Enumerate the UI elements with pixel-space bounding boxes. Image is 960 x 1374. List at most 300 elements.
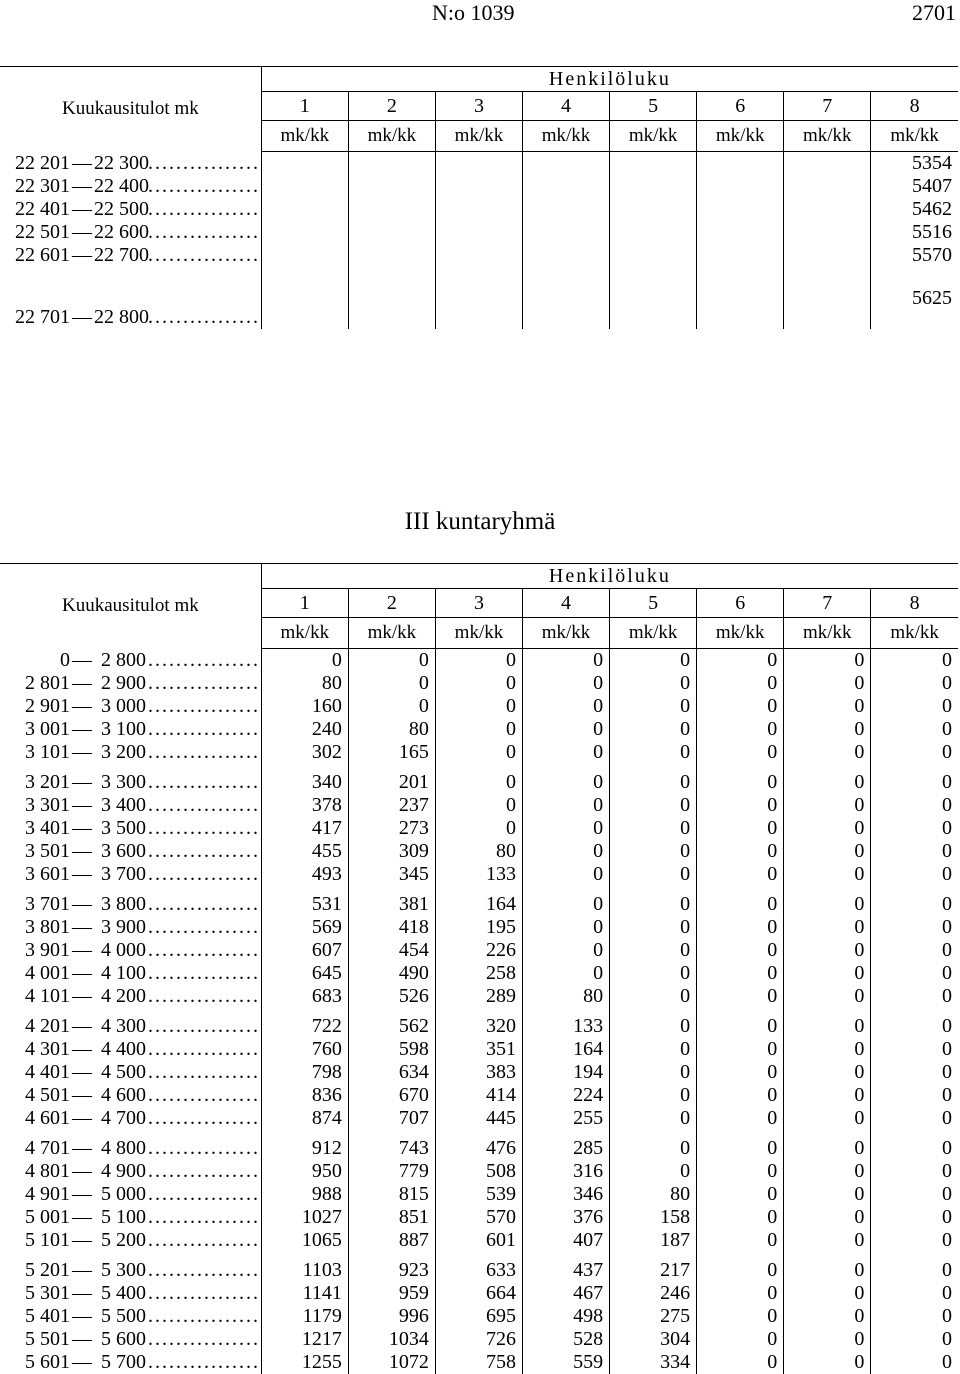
cell-value: 187 — [610, 1229, 697, 1252]
cell-value: 0 — [697, 1038, 784, 1061]
cell-value: 0 — [871, 1252, 958, 1282]
cell-value: 0 — [871, 985, 958, 1008]
range-from: 4 501 — [25, 1084, 70, 1106]
column-number: 1 — [261, 92, 348, 121]
cell-value: 0 — [610, 764, 697, 794]
column-unit: mk/kk — [261, 618, 348, 649]
cell-value — [348, 221, 435, 244]
range-to: 2 900 — [101, 672, 146, 694]
cell-value: 1141 — [261, 1282, 348, 1305]
cell-value: 334 — [610, 1351, 697, 1374]
cell-value: 0 — [784, 1084, 871, 1107]
income-range: 22 301 — 22 400 ..... — [0, 175, 261, 198]
table-row — [0, 1305, 958, 1328]
cell-value — [697, 175, 784, 198]
cell-value: 0 — [697, 1252, 784, 1282]
table-row — [0, 1282, 958, 1305]
cell-value: 445 — [435, 1107, 522, 1130]
cell-value: 5354 — [871, 152, 958, 176]
cell-value: 0 — [435, 718, 522, 741]
cell-value: 569 — [261, 916, 348, 939]
income-range: 4 001 — 4 100 ..... — [0, 962, 261, 985]
cell-value: 0 — [784, 863, 871, 886]
cell-value: 0 — [784, 718, 871, 741]
cell-value: 0 — [784, 1160, 871, 1183]
income-range: 22 701 — 22 800 ..... — [0, 267, 261, 329]
column-unit: mk/kk — [523, 121, 610, 152]
income-range: 3 101 — 3 200 ..... — [0, 741, 261, 764]
cell-value: 351 — [435, 1038, 522, 1061]
range-to: 22 300 — [94, 152, 149, 174]
range-from: 5 501 — [25, 1328, 70, 1350]
income-range: 5 601 — 5 700 ..... — [0, 1351, 261, 1374]
cell-value: 0 — [523, 886, 610, 916]
cell-value: 683 — [261, 985, 348, 1008]
cell-value — [435, 267, 522, 329]
cell-value: 874 — [261, 1107, 348, 1130]
cell-value: 0 — [348, 695, 435, 718]
column-unit: mk/kk — [610, 618, 697, 649]
cell-value: 164 — [435, 886, 522, 916]
cell-value: 0 — [610, 695, 697, 718]
cell-value — [261, 267, 348, 329]
income-range: 5 301 — 5 400 ..... — [0, 1282, 261, 1305]
column-unit: mk/kk — [784, 618, 871, 649]
cell-value: 959 — [348, 1282, 435, 1305]
cell-value: 258 — [435, 962, 522, 985]
cell-value: 0 — [871, 1229, 958, 1252]
income-range: 22 401 — 22 500 ..... — [0, 198, 261, 221]
table-row — [0, 741, 958, 764]
cell-value: 289 — [435, 985, 522, 1008]
cell-value — [784, 198, 871, 221]
cell-value: 133 — [523, 1008, 610, 1038]
range-from: 4 301 — [25, 1038, 70, 1060]
cell-value: 0 — [697, 695, 784, 718]
range-to: 3 200 — [101, 741, 146, 763]
group-header: Henkilöluku — [261, 564, 958, 589]
cell-value: 0 — [784, 840, 871, 863]
income-range: 4 201 — 4 300 ..... — [0, 1008, 261, 1038]
income-range: 0 — 2 800 ..... — [0, 649, 261, 673]
range-to: 5 300 — [101, 1259, 146, 1281]
cell-value: 0 — [610, 985, 697, 1008]
cell-value: 607 — [261, 939, 348, 962]
table-row — [0, 764, 958, 794]
income-range: 3 501 — 3 600 ..... — [0, 840, 261, 863]
cell-value — [610, 198, 697, 221]
row-header-label: Kuukausitulot mk — [0, 564, 261, 649]
cell-value: 0 — [871, 1305, 958, 1328]
cell-value: 0 — [435, 649, 522, 673]
cell-value: 0 — [871, 741, 958, 764]
cell-value — [784, 152, 871, 176]
cell-value: 645 — [261, 962, 348, 985]
column-unit: mk/kk — [871, 121, 958, 152]
cell-value: 0 — [871, 1130, 958, 1160]
cell-value: 0 — [784, 649, 871, 673]
cell-value: 5516 — [871, 221, 958, 244]
range-from: 3 201 — [25, 771, 70, 793]
income-range: 3 801 — 3 900 ..... — [0, 916, 261, 939]
cell-value: 0 — [784, 1107, 871, 1130]
table-row — [0, 1107, 958, 1130]
cell-value — [348, 152, 435, 176]
table-row — [0, 175, 958, 198]
cell-value: 722 — [261, 1008, 348, 1038]
cell-value: 0 — [784, 794, 871, 817]
column-unit: mk/kk — [871, 618, 958, 649]
column-number: 6 — [697, 589, 784, 618]
cell-value: 0 — [871, 962, 958, 985]
table-row — [0, 649, 958, 673]
cell-value: 950 — [261, 1160, 348, 1183]
cell-value: 0 — [784, 1229, 871, 1252]
cell-value: 0 — [784, 1008, 871, 1038]
income-range: 4 501 — 4 600 ..... — [0, 1084, 261, 1107]
range-from: 3 001 — [25, 718, 70, 740]
income-range: 2 901 — 3 000 ..... — [0, 695, 261, 718]
cell-value: 0 — [697, 1061, 784, 1084]
cell-value: 455 — [261, 840, 348, 863]
cell-value: 0 — [610, 1160, 697, 1183]
page-number: 2701 — [912, 0, 956, 25]
cell-value: 707 — [348, 1107, 435, 1130]
cell-value: 0 — [697, 1183, 784, 1206]
range-from: 0 — [60, 649, 70, 671]
income-range: 3 601 — 3 700 ..... — [0, 863, 261, 886]
cell-value: 0 — [523, 695, 610, 718]
range-to: 3 900 — [101, 916, 146, 938]
cell-value: 0 — [784, 1206, 871, 1229]
cell-value: 0 — [784, 764, 871, 794]
cell-value: 418 — [348, 916, 435, 939]
range-to: 4 400 — [101, 1038, 146, 1060]
cell-value: 0 — [784, 817, 871, 840]
table-row — [0, 1008, 958, 1038]
table-row — [0, 267, 958, 329]
cell-value: 0 — [610, 863, 697, 886]
cell-value — [610, 267, 697, 329]
table-row — [0, 985, 958, 1008]
cell-value: 0 — [610, 939, 697, 962]
income-range: 3 901 — 4 000 ..... — [0, 939, 261, 962]
cell-value: 0 — [697, 1229, 784, 1252]
column-unit: mk/kk — [697, 618, 784, 649]
cell-value: 923 — [348, 1252, 435, 1282]
cell-value — [523, 198, 610, 221]
cell-value: 0 — [610, 1084, 697, 1107]
cell-value: 836 — [261, 1084, 348, 1107]
cell-value: 0 — [697, 1328, 784, 1351]
income-range: 3 301 — 3 400 ..... — [0, 794, 261, 817]
cell-value: 0 — [523, 794, 610, 817]
income-range: 4 301 — 4 400 ..... — [0, 1038, 261, 1061]
range-to: 4 800 — [101, 1137, 146, 1159]
cell-value — [261, 152, 348, 176]
cell-value: 0 — [523, 817, 610, 840]
income-range: 4 401 — 4 500 ..... — [0, 1061, 261, 1084]
cell-value — [697, 221, 784, 244]
range-to: 4 100 — [101, 962, 146, 984]
cell-value: 5462 — [871, 198, 958, 221]
column-unit: mk/kk — [610, 121, 697, 152]
range-to: 3 600 — [101, 840, 146, 862]
cell-value: 0 — [784, 916, 871, 939]
cell-value: 0 — [435, 817, 522, 840]
range-from: 5 101 — [25, 1229, 70, 1251]
table-row — [0, 1229, 958, 1252]
cell-value: 634 — [348, 1061, 435, 1084]
cell-value: 0 — [784, 1305, 871, 1328]
cell-value: 0 — [610, 741, 697, 764]
table-row — [0, 1183, 958, 1206]
cell-value: 417 — [261, 817, 348, 840]
cell-value — [784, 267, 871, 329]
cell-value: 345 — [348, 863, 435, 886]
range-from: 22 301 — [15, 175, 70, 197]
table-row — [0, 1351, 958, 1374]
table-row — [0, 198, 958, 221]
cell-value: 0 — [435, 741, 522, 764]
cell-value — [435, 221, 522, 244]
page-header — [0, 0, 960, 30]
cell-value: 0 — [697, 886, 784, 916]
cell-value: 226 — [435, 939, 522, 962]
cell-value — [523, 267, 610, 329]
cell-value: 0 — [871, 1282, 958, 1305]
range-to: 3 800 — [101, 893, 146, 915]
range-to: 3 000 — [101, 695, 146, 717]
range-to: 4 000 — [101, 939, 146, 961]
income-range: 22 601 — 22 700 ..... — [0, 244, 261, 267]
cell-value — [610, 175, 697, 198]
cell-value: 0 — [523, 840, 610, 863]
cell-value: 887 — [348, 1229, 435, 1252]
table-row — [0, 221, 958, 244]
cell-value: 0 — [784, 1282, 871, 1305]
income-range: 5 501 — 5 600 ..... — [0, 1328, 261, 1351]
cell-value: 0 — [871, 718, 958, 741]
column-unit: mk/kk — [697, 121, 784, 152]
cell-value: 158 — [610, 1206, 697, 1229]
cell-value: 0 — [523, 672, 610, 695]
cell-value: 815 — [348, 1183, 435, 1206]
range-to: 4 700 — [101, 1107, 146, 1129]
cell-value — [610, 152, 697, 176]
table-row — [0, 695, 958, 718]
range-to: 3 100 — [101, 718, 146, 740]
cell-value: 0 — [610, 794, 697, 817]
income-range: 22 201 — 22 300 ..... — [0, 152, 261, 176]
cell-value: 275 — [610, 1305, 697, 1328]
column-unit: mk/kk — [523, 618, 610, 649]
column-number: 5 — [610, 589, 697, 618]
table-row — [0, 718, 958, 741]
cell-value: 0 — [784, 1252, 871, 1282]
cell-value: 0 — [697, 985, 784, 1008]
cell-value: 0 — [610, 817, 697, 840]
table-row — [0, 1084, 958, 1107]
cell-value: 0 — [697, 939, 784, 962]
cell-value: 454 — [348, 939, 435, 962]
cell-value: 381 — [348, 886, 435, 916]
range-from: 3 101 — [25, 741, 70, 763]
column-number: 1 — [261, 589, 348, 618]
cell-value — [610, 244, 697, 267]
column-unit: mk/kk — [348, 121, 435, 152]
cell-value: 5625 — [871, 267, 958, 329]
range-from: 5 301 — [25, 1282, 70, 1304]
cell-value: 988 — [261, 1183, 348, 1206]
cell-value — [261, 244, 348, 267]
cell-value: 539 — [435, 1183, 522, 1206]
range-from: 4 001 — [25, 962, 70, 984]
range-from: 4 101 — [25, 985, 70, 1007]
income-range: 3 201 — 3 300 ..... — [0, 764, 261, 794]
cell-value: 0 — [871, 794, 958, 817]
column-number: 2 — [348, 589, 435, 618]
table-row — [0, 672, 958, 695]
cell-value: 0 — [697, 1351, 784, 1374]
range-to: 5 600 — [101, 1328, 146, 1350]
range-from: 22 201 — [15, 152, 70, 174]
cell-value: 201 — [348, 764, 435, 794]
cell-value: 670 — [348, 1084, 435, 1107]
cell-value: 309 — [348, 840, 435, 863]
cell-value: 726 — [435, 1328, 522, 1351]
cell-value: 493 — [261, 863, 348, 886]
cell-value: 0 — [784, 939, 871, 962]
table-row — [0, 1252, 958, 1282]
cell-value: 414 — [435, 1084, 522, 1107]
cell-value: 0 — [784, 1061, 871, 1084]
cell-value: 320 — [435, 1008, 522, 1038]
cell-value: 0 — [871, 1107, 958, 1130]
cell-value: 164 — [523, 1038, 610, 1061]
cell-value: 779 — [348, 1160, 435, 1183]
cell-value: 273 — [348, 817, 435, 840]
cell-value: 0 — [610, 1130, 697, 1160]
cell-value: 0 — [435, 695, 522, 718]
cell-value: 246 — [610, 1282, 697, 1305]
table-row — [0, 244, 958, 267]
cell-value: 633 — [435, 1252, 522, 1282]
cell-value: 0 — [610, 718, 697, 741]
cell-value: 0 — [610, 1008, 697, 1038]
cell-value — [784, 175, 871, 198]
range-from: 3 901 — [25, 939, 70, 961]
cell-value — [435, 152, 522, 176]
income-range: 5 401 — 5 500 ..... — [0, 1305, 261, 1328]
income-range: 4 901 — 5 000 ..... — [0, 1183, 261, 1206]
cell-value: 598 — [348, 1038, 435, 1061]
column-number: 5 — [610, 92, 697, 121]
statute-number: N:o 1039 — [432, 0, 515, 25]
cell-value: 0 — [610, 886, 697, 916]
income-range: 3 001 — 3 100 ..... — [0, 718, 261, 741]
income-range: 5 101 — 5 200 ..... — [0, 1229, 261, 1252]
cell-value: 0 — [523, 939, 610, 962]
range-from: 5 201 — [25, 1259, 70, 1281]
cell-value: 0 — [871, 1084, 958, 1107]
cell-value: 0 — [697, 718, 784, 741]
cell-value: 0 — [697, 1305, 784, 1328]
cell-value: 0 — [871, 863, 958, 886]
table-row — [0, 794, 958, 817]
cell-value — [435, 244, 522, 267]
cell-value: 0 — [697, 916, 784, 939]
cell-value: 407 — [523, 1229, 610, 1252]
column-number: 7 — [784, 92, 871, 121]
income-range: 4 101 — 4 200 ..... — [0, 985, 261, 1008]
column-number: 6 — [697, 92, 784, 121]
range-to: 3 500 — [101, 817, 146, 839]
income-range: 5 001 — 5 100 ..... — [0, 1206, 261, 1229]
cell-value: 1255 — [261, 1351, 348, 1374]
range-from: 3 801 — [25, 916, 70, 938]
cell-value: 0 — [697, 1107, 784, 1130]
range-to: 4 500 — [101, 1061, 146, 1083]
group-header: Henkilöluku — [261, 67, 958, 92]
cell-value: 0 — [871, 916, 958, 939]
cell-value: 80 — [348, 718, 435, 741]
cell-value: 0 — [871, 1351, 958, 1374]
cell-value: 912 — [261, 1130, 348, 1160]
cell-value — [523, 152, 610, 176]
range-to: 3 400 — [101, 794, 146, 816]
income-range: 4 801 — 4 900 ..... — [0, 1160, 261, 1183]
income-table-group-3 — [0, 563, 958, 1374]
range-from: 3 701 — [25, 893, 70, 915]
range-to: 22 800 — [94, 306, 149, 328]
cell-value: 0 — [697, 741, 784, 764]
cell-value: 0 — [523, 916, 610, 939]
cell-value: 302 — [261, 741, 348, 764]
cell-value: 0 — [697, 1206, 784, 1229]
range-from: 3 301 — [25, 794, 70, 816]
cell-value — [697, 152, 784, 176]
table-header-row — [0, 67, 958, 92]
cell-value: 5407 — [871, 175, 958, 198]
cell-value: 194 — [523, 1061, 610, 1084]
cell-value: 0 — [784, 1130, 871, 1160]
cell-value: 0 — [697, 962, 784, 985]
column-number: 8 — [871, 589, 958, 618]
range-to: 3 700 — [101, 863, 146, 885]
cell-value: 0 — [523, 863, 610, 886]
income-range: 22 501 — 22 600 ..... — [0, 221, 261, 244]
cell-value: 0 — [784, 1328, 871, 1351]
range-from: 4 801 — [25, 1160, 70, 1182]
cell-value: 498 — [523, 1305, 610, 1328]
cell-value: 285 — [523, 1130, 610, 1160]
cell-value: 80 — [523, 985, 610, 1008]
cell-value: 0 — [871, 695, 958, 718]
cell-value — [435, 175, 522, 198]
table-row — [0, 886, 958, 916]
cell-value: 0 — [784, 985, 871, 1008]
cell-value: 508 — [435, 1160, 522, 1183]
cell-value: 0 — [697, 840, 784, 863]
cell-value: 376 — [523, 1206, 610, 1229]
cell-value: 0 — [871, 764, 958, 794]
table-row — [0, 863, 958, 886]
table-row — [0, 1130, 958, 1160]
cell-value: 0 — [871, 840, 958, 863]
cell-value: 0 — [523, 741, 610, 764]
cell-value: 0 — [697, 1084, 784, 1107]
